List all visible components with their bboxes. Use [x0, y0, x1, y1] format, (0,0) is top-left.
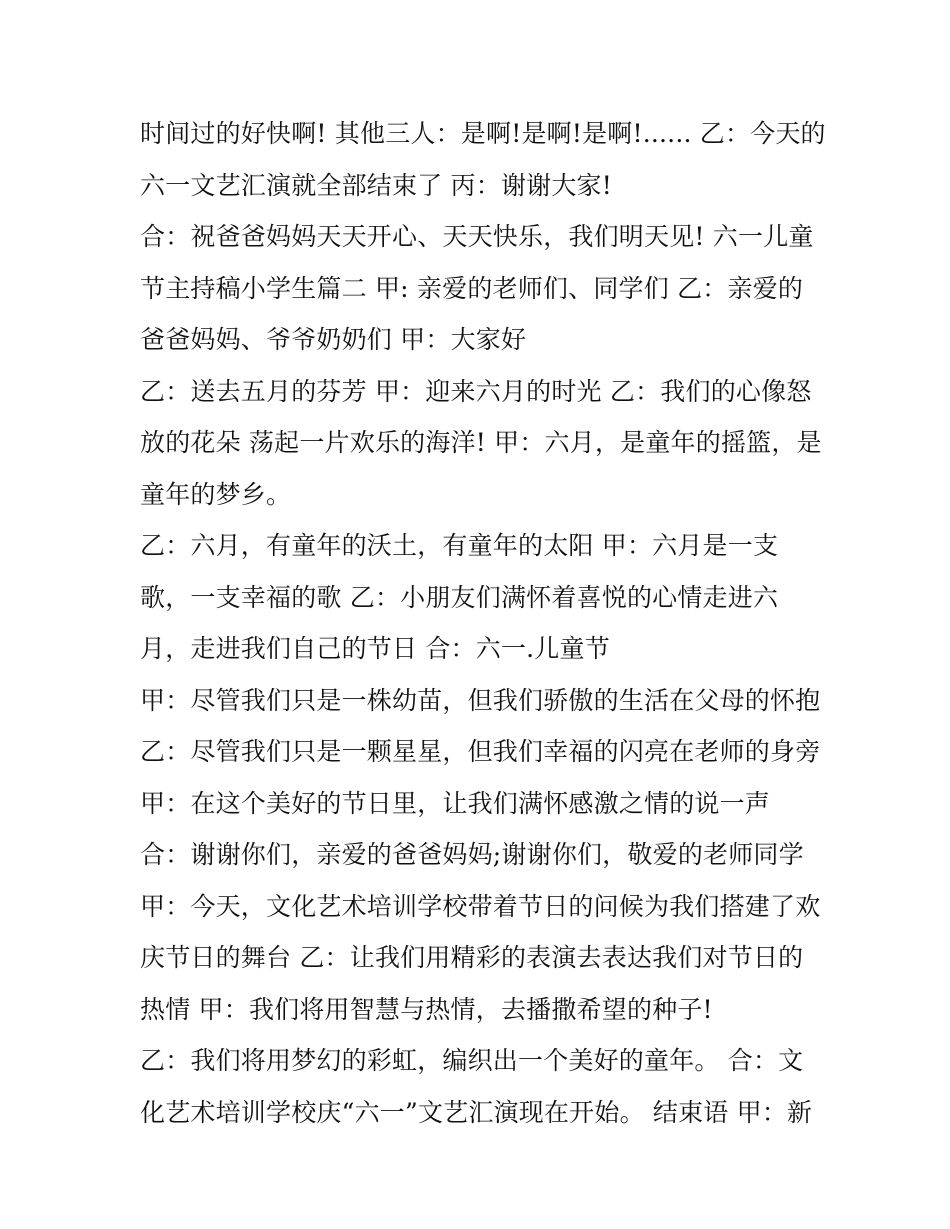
text-line: 放的花朵 荡起一片欢乐的海洋! 甲：六月，是童年的摇篮，是: [140, 428, 822, 457]
text-line: 六一文艺汇演就全部结束了 丙：谢谢大家!: [140, 170, 612, 200]
text-line: 节主持稿小学生篇二 甲: 亲爱的老师们、同学们 乙：亲爱的: [140, 273, 804, 303]
document-body: [140, 108, 840, 1138]
text-line: 时间过的好快啊! 其他三人：是啊!是啊!是啊!...... 乙：今天的: [140, 119, 826, 148]
text-line: 甲：在这个美好的节日里，让我们满怀感激之情的说一声: [140, 788, 771, 818]
text-line: 化艺术培训学校庆“六一”文艺汇演现在开始。 结束语 甲：新: [140, 1097, 813, 1127]
text-line: 合：谢谢你们，亲爱的爸爸妈妈;谢谢你们，敬爱的老师同学: [140, 840, 804, 869]
text-line: 甲：今天，文化艺术培训学校带着节日的问候为我们搭建了欢: [140, 891, 821, 921]
text-line: 乙：尽管我们只是一颗星星，但我们幸福的闪亮在老师的身旁: [140, 737, 821, 766]
text-line: 乙：六月，有童年的沃土，有童年的太阳 甲：六月是一支: [140, 531, 779, 560]
text-line: 童年的梦乡。: [140, 479, 292, 509]
text-line: 热情 甲：我们将用智慧与热情，去播撒希望的种子!: [140, 994, 713, 1024]
text-line: 歌，一支幸福的歌 乙：小朋友们满怀着喜悦的心情走进六: [140, 582, 779, 612]
text-line: 乙：送去五月的芬芳 甲：迎来六月的时光 乙：我们的心像怒: [140, 376, 812, 406]
text-line: 乙：我们将用梦幻的彩虹，编织出一个美好的童年。 合：文: [140, 1046, 804, 1075]
text-line: 甲：尽管我们只是一株幼苗，但我们骄傲的生活在父母的怀抱: [140, 685, 821, 715]
text-line: 合：祝爸爸妈妈天天开心、天天快乐，我们明天见! 六一儿童: [140, 222, 814, 251]
text-line: 月，走进我们自己的节日 合：六一.儿童节: [140, 634, 610, 663]
text-line: 庆节日的舞台 乙：让我们用精彩的表演去表达我们对节日的: [140, 943, 804, 972]
text-line: 爸爸妈妈、爷爷奶奶们 甲：大家好: [140, 325, 527, 354]
